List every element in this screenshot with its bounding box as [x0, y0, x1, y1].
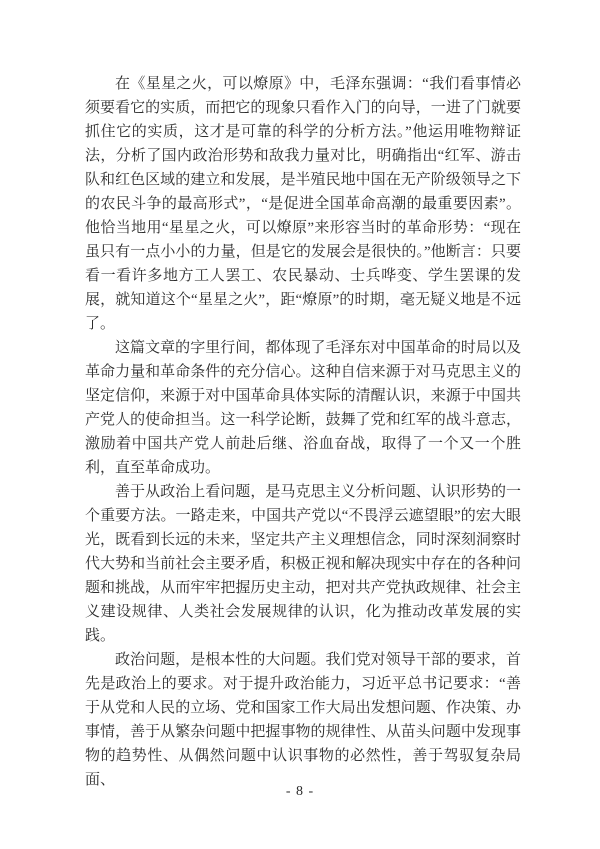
page-number: - 8 -: [285, 784, 315, 799]
paragraph-3: 善于从政治上看问题，是马克思主义分析问题、认识形势的一个重要方法。一路走来，中国共产党以“不畏浮云遮望眼”的宏大眼光，既看到长远的未来，坚定共产主义理想信念，同时深刻洞察时代大势和当前社会主要矛盾，积极正视和解决现实中存在的各种问题和挑战，从而牢牢把握历史主动，把对共产党执政规律、社会主义建设规律、人类社会发展规律的认识，化为推动改革发展的实践。: [85, 484, 521, 644]
paragraph-1: 在《星星之火，可以燎原》中，毛泽东强调：“我们看事情必须要看它的实质，而把它的现象只看作入门的向导，一进了门就要抓住它的实质，这才是可靠的科学的分析方法。”他运用唯物辩证法，分析了国内政治形势和敌我力量对比，明确指出“红军、游击队和红色区域的建立和发展，是半殖民地中国在无产阶级领导之下的农民斗争的最高形式”，“是促进全国革命高潮的最重要因素”。他恰当地用“星星之火，可以燎原”来形容当时的革命形势：“现在虽只有一点小小的力量，但是它的发展会是很快的。”他断言：只要看一看许多地方工人罢工、农民暴动、士兵哗变、学生罢课的发展，就知道这个“星星之火”，距“燎原”的时期，毫无疑义地是不远了。: [85, 76, 521, 332]
paragraph-2: 这篇文章的字里行间，都体现了毛泽东对中国革命的时局以及革命力量和革命条件的充分信心。这种自信来源于对马克思主义的坚定信仰，来源于对中国革命具体实际的清醒认识，来源于中国共产党人的使命担当。这一科学论断，鼓舞了党和红军的战斗意志，激励着中国共产党人前赴后继、浴血奋战，取得了一个又一个胜利，直至革命成功。: [85, 340, 521, 476]
paragraph-4: 政治问题，是根本性的大问题。我们党对领导干部的要求，首先是政治上的要求。对于提升政治能力，习近平总书记要求：“善于从党和人民的立场、党和国家工作大局出发想问题、作决策、办事情，善于从繁杂问题中把握事物的规律性、从苗头问题中发现事物的趋势性、从偶然问题中认识事物的必然性，善于驾驭复杂局面、: [85, 652, 521, 788]
document-body: [85, 72, 521, 792]
